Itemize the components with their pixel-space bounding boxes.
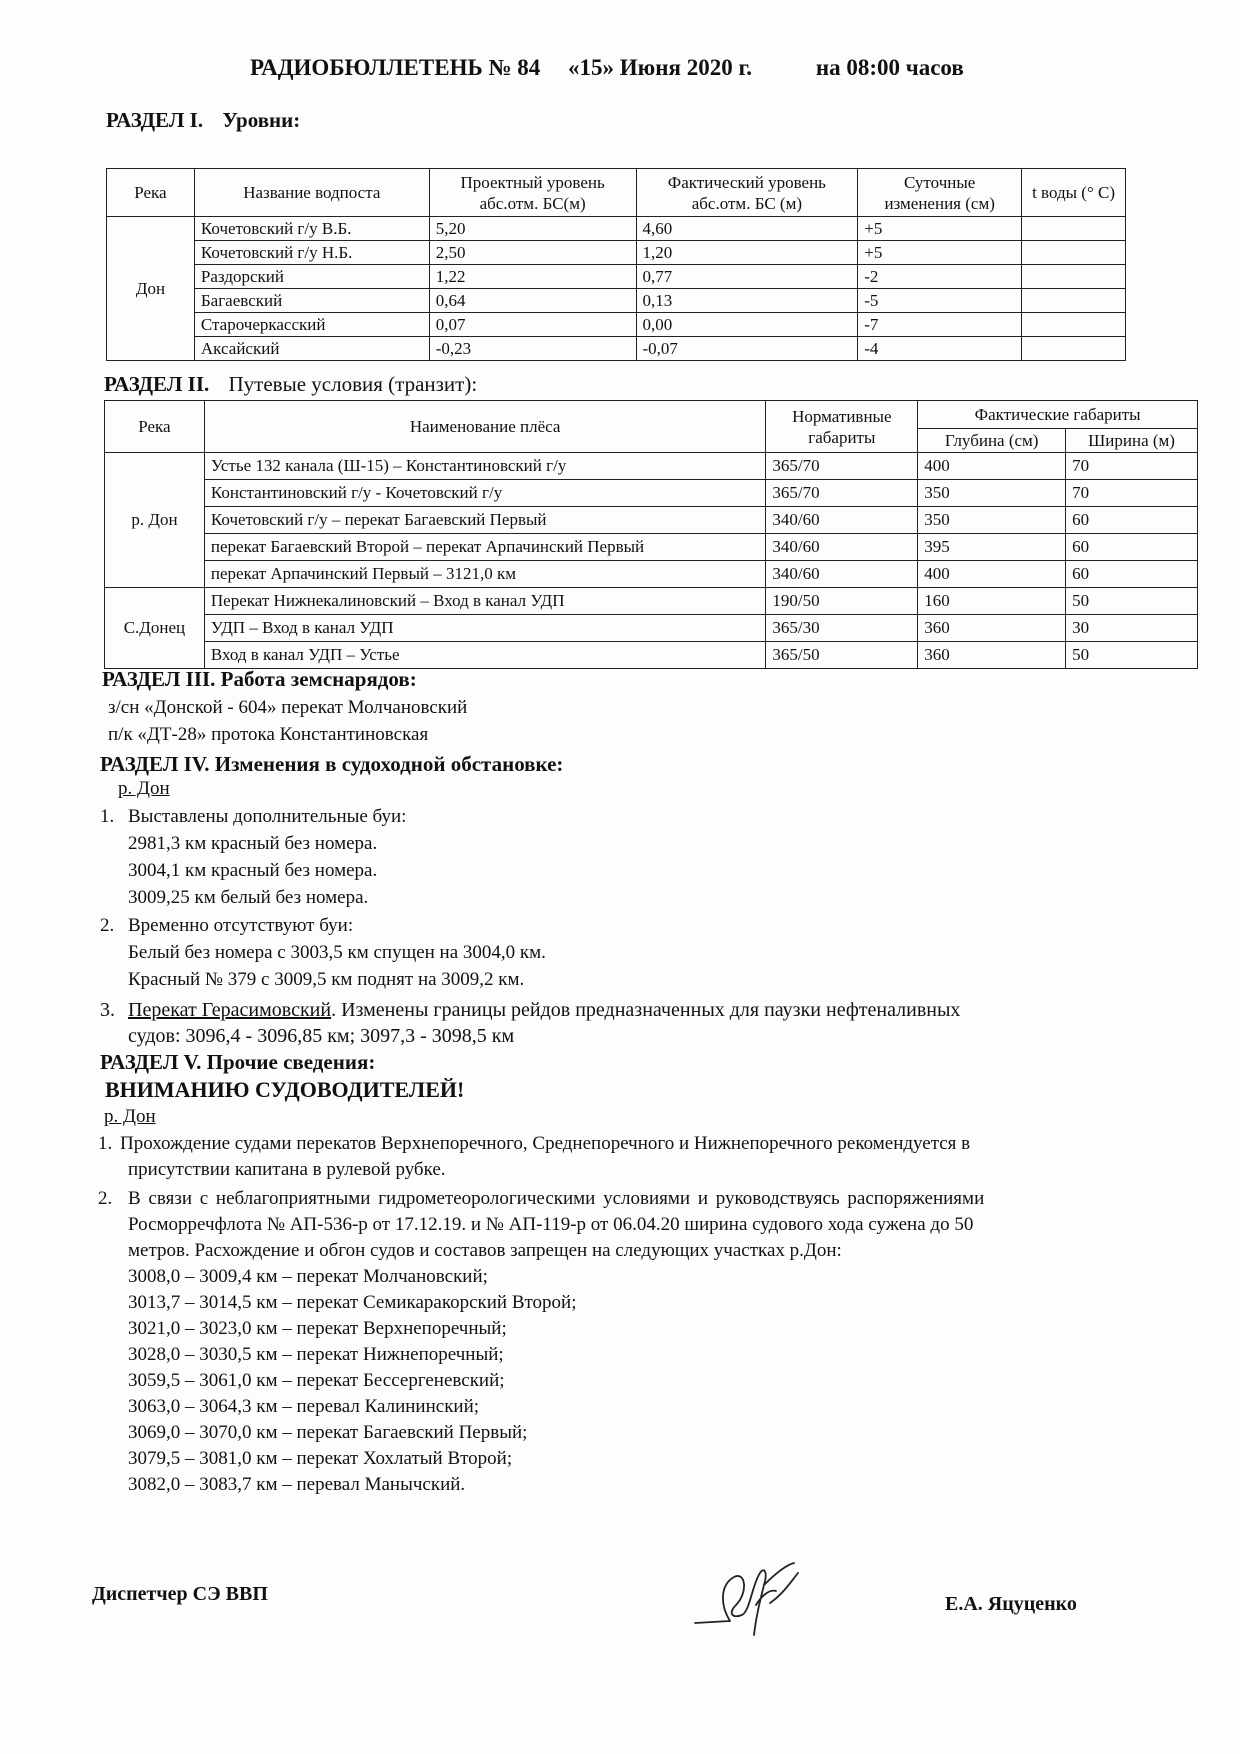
bulletin-time: на 08:00 часов [815, 55, 964, 80]
levels-header-row [107, 169, 1126, 217]
levels-col-post: Название водпоста [194, 169, 429, 217]
daily-change: -4 [858, 337, 1022, 361]
bulletin-header [250, 55, 964, 81]
dispatcher-position: Диспетчер СЭ ВВП [92, 1583, 268, 1605]
water-temp [1022, 241, 1126, 265]
section1-heading [106, 108, 300, 133]
section1-subtitle: Уровни: [222, 108, 301, 132]
buoy-line: 3009,25 км белый без номера. [128, 887, 369, 908]
s5-item2-text1: В связи с неблагоприятными гидрометеорологическими условиями и руководствуясь распоряжениями [128, 1188, 985, 1209]
norm-dimensions: 365/70 [766, 453, 918, 480]
norm-dimensions: 340/60 [766, 507, 918, 534]
section3-title: РАЗДЕЛ III. Работа земснарядов: [102, 667, 417, 691]
stretch-name: УДП – Вход в канал УДП [204, 615, 766, 642]
route-col-name: Наименование плёса [204, 401, 766, 453]
actual-depth: 160 [918, 588, 1066, 615]
levels-col-project: Проектный уровень абс.отм. БС(м) [429, 169, 636, 217]
actual-width: 60 [1066, 561, 1198, 588]
s4-item1-head: Выставлены дополнительные буи: [128, 806, 407, 827]
actual-level: -0,07 [636, 337, 858, 361]
daily-change: +5 [858, 217, 1022, 241]
actual-level: 1,20 [636, 241, 858, 265]
daily-change: -7 [858, 313, 1022, 337]
table-row [107, 241, 1126, 265]
bulletin-date: «15» Июня 2020 г. [568, 55, 753, 80]
section2-subtitle: Путевые условия (транзит): [228, 372, 478, 396]
s5-item2-text2: Росморречфлота № АП-536-р от 17.12.19. и № АП-119-р от 06.04.20 ширина судового хода сужена до 50 [128, 1214, 974, 1235]
table-row [107, 265, 1126, 289]
section5-river: р. Дон [104, 1106, 156, 1127]
table-row [105, 615, 1198, 642]
s4-item1-num: 1. [100, 806, 115, 827]
restricted-segment: 3063,0 – 3064,3 км – перевал Калининский; [128, 1396, 480, 1417]
s4-item3-num: 3. [100, 999, 115, 1021]
norm-dimensions: 365/30 [766, 615, 918, 642]
s4-item3-text2: судов: 3096,4 - 3096,85 км; 3097,3 - 3098,5 км [128, 1025, 515, 1047]
levels-col-actual: Фактический уровень абс.отм. БС (м) [636, 169, 858, 217]
daily-change: -5 [858, 289, 1022, 313]
project-level: 1,22 [429, 265, 636, 289]
actual-width: 70 [1066, 453, 1198, 480]
buoy-line: Красный № 379 с 3009,5 км поднят на 3009,2 км. [128, 969, 525, 990]
actual-width: 60 [1066, 507, 1198, 534]
restricted-segment: 3069,0 – 3070,0 км – перекат Багаевский Первый; [128, 1422, 528, 1443]
stretch-name: Кочетовский г/у – перекат Багаевский Первый [204, 507, 766, 534]
stretch-name: Константиновский г/у - Кочетовский г/у [204, 480, 766, 507]
s5-item2-text3: метров. Расхождение и обгон судов и составов запрещен на следующих участках р.Дон: [128, 1240, 842, 1261]
water-temp [1022, 337, 1126, 361]
actual-depth: 360 [918, 642, 1066, 669]
post-name: Багаевский [194, 289, 429, 313]
post-name: Кочетовский г/у Н.Б. [194, 241, 429, 265]
dredger-line: п/к «ДТ-28» протока Константиновская [108, 724, 429, 745]
table-row [105, 480, 1198, 507]
water-temp [1022, 313, 1126, 337]
section4-river: р. Дон [118, 778, 170, 799]
stretch-name: перекат Багаевский Второй – перекат Арпачинский Первый [204, 534, 766, 561]
s4-item3-text1 [128, 997, 960, 1023]
handwritten-signature [690, 1545, 830, 1640]
dredger-line: з/сн «Донской - 604» перекат Молчановский [108, 697, 468, 718]
restricted-segment: 3059,5 – 3061,0 км – перекат Бессергеневский; [128, 1370, 505, 1391]
restricted-segment: 3008,0 – 3009,4 км – перекат Молчановский; [128, 1266, 488, 1287]
s4-item3-text: . Изменены границы рейдов предназначенных для паузки нефтеналивных [331, 999, 961, 1021]
route-river: С.Донец [105, 588, 205, 669]
table-row [107, 217, 1126, 241]
actual-depth: 400 [918, 453, 1066, 480]
table-row [105, 561, 1198, 588]
section2-title: РАЗДЕЛ II. [104, 372, 210, 396]
buoy-line: 3004,1 км красный без номера. [128, 860, 378, 881]
daily-change: +5 [858, 241, 1022, 265]
daily-change: -2 [858, 265, 1022, 289]
route-col-actual: Фактические габариты [918, 401, 1198, 429]
actual-width: 30 [1066, 615, 1198, 642]
route-col-depth: Глубина (см) [918, 429, 1066, 453]
actual-width: 50 [1066, 642, 1198, 669]
levels-col-change: Суточные изменения (см) [858, 169, 1022, 217]
levels-river: Дон [107, 217, 195, 361]
table-row [105, 453, 1198, 480]
buoy-line: 2981,3 км красный без номера. [128, 833, 378, 854]
norm-dimensions: 190/50 [766, 588, 918, 615]
norm-dimensions: 340/60 [766, 534, 918, 561]
bulletin-title: РАДИОБЮЛЛЕТЕНЬ № 84 [250, 55, 541, 80]
section4-title: РАЗДЕЛ IV. Изменения в судоходной обстановке: [100, 752, 564, 776]
s4-item2-num: 2. [100, 915, 115, 936]
project-level: 0,07 [429, 313, 636, 337]
post-name: Кочетовский г/у В.Б. [194, 217, 429, 241]
actual-width: 50 [1066, 588, 1198, 615]
restricted-segment: 3082,0 – 3083,7 км – перевал Манычский. [128, 1474, 466, 1495]
water-temp [1022, 265, 1126, 289]
route-header-row [105, 401, 1198, 429]
actual-level: 0,77 [636, 265, 858, 289]
s5-item2-num: 2. [98, 1188, 113, 1209]
table-row [105, 588, 1198, 615]
table-row [105, 642, 1198, 669]
table-row [107, 313, 1126, 337]
levels-col-temp: t воды (° С) [1022, 169, 1126, 217]
stretch-name: перекат Арпачинский Первый – 3121,0 км [204, 561, 766, 588]
route-river: р. Дон [105, 453, 205, 588]
post-name: Аксайский [194, 337, 429, 361]
levels-col-river: Река [107, 169, 195, 217]
actual-level: 0,00 [636, 313, 858, 337]
restricted-segment: 3013,7 – 3014,5 км – перекат Семикаракорский Второй; [128, 1292, 577, 1313]
levels-table [106, 168, 1126, 361]
post-name: Старочеркасский [194, 313, 429, 337]
table-row [107, 289, 1126, 313]
table-row [107, 337, 1126, 361]
table-row [105, 507, 1198, 534]
actual-depth: 350 [918, 507, 1066, 534]
project-level: -0,23 [429, 337, 636, 361]
actual-width: 60 [1066, 534, 1198, 561]
actual-level: 4,60 [636, 217, 858, 241]
restricted-segment: 3028,0 – 3030,5 км – перекат Нижнепоречный; [128, 1344, 504, 1365]
route-col-norm: Нормативные габариты [766, 401, 918, 453]
attention-heading: ВНИМАНИЮ СУДОВОДИТЕЛЕЙ! [105, 1077, 465, 1102]
water-temp [1022, 217, 1126, 241]
norm-dimensions: 340/60 [766, 561, 918, 588]
actual-depth: 400 [918, 561, 1066, 588]
project-level: 2,50 [429, 241, 636, 265]
water-temp [1022, 289, 1126, 313]
post-name: Раздорский [194, 265, 429, 289]
restricted-segment: 3021,0 – 3023,0 км – перекат Верхнепоречный; [128, 1318, 507, 1339]
project-level: 0,64 [429, 289, 636, 313]
route-table [104, 400, 1198, 669]
stretch-name: Устье 132 канала (Ш-15) – Константиновский г/у [204, 453, 766, 480]
restricted-segment: 3079,5 – 3081,0 км – перекат Хохлатый Второй; [128, 1448, 513, 1469]
stretch-name: Вход в канал УДП – Устье [204, 642, 766, 669]
table-row [105, 534, 1198, 561]
project-level: 5,20 [429, 217, 636, 241]
actual-width: 70 [1066, 480, 1198, 507]
section2-heading [104, 372, 477, 397]
norm-dimensions: 365/70 [766, 480, 918, 507]
actual-level: 0,13 [636, 289, 858, 313]
section1-title: РАЗДЕЛ I. [106, 108, 204, 132]
dispatcher-name: Е.А. Яцуценко [945, 1593, 1077, 1615]
norm-dimensions: 365/50 [766, 642, 918, 669]
actual-depth: 395 [918, 534, 1066, 561]
section5-title: РАЗДЕЛ V. Прочие сведения: [100, 1050, 376, 1074]
actual-depth: 360 [918, 615, 1066, 642]
route-col-width: Ширина (м) [1066, 429, 1198, 453]
stretch-name: Перекат Нижнекалиновский – Вход в канал УДП [204, 588, 766, 615]
route-col-river: Река [105, 401, 205, 453]
s5-item1-num: 1. [98, 1133, 113, 1154]
shoal-name: Перекат Герасимовский [128, 999, 332, 1021]
s5-item1-text1: Прохождение судами перекатов Верхнепоречного, Среднепоречного и Нижнепоречного рекомендуется в [120, 1133, 971, 1154]
buoy-line: Белый без номера с 3003,5 км спущен на 3004,0 км. [128, 942, 546, 963]
actual-depth: 350 [918, 480, 1066, 507]
s5-item1-text2: присутствии капитана в рулевой рубке. [128, 1159, 446, 1180]
s4-item2-head: Временно отсутствуют буи: [128, 915, 354, 936]
